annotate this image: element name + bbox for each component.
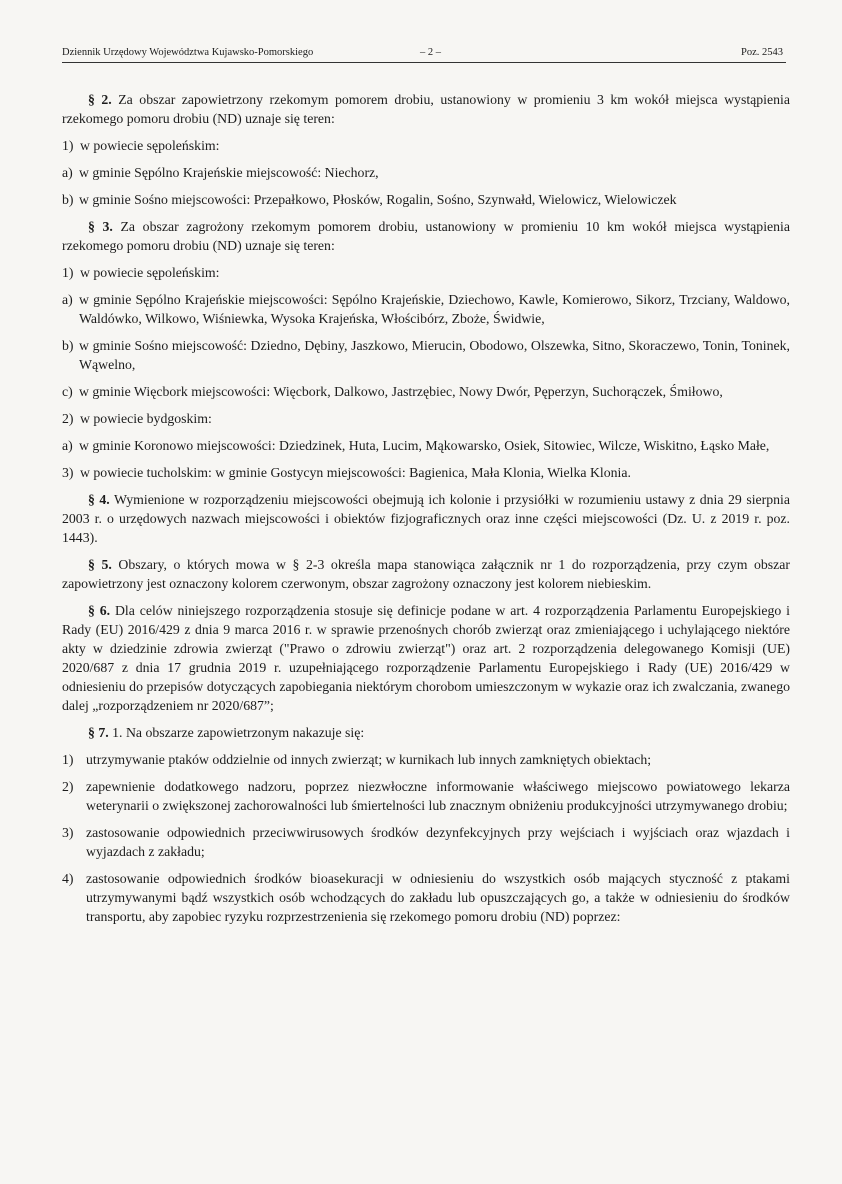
item-text: w powiecie tucholskim: w gminie Gostycyn miejscowości: Bagienica, Mała Klonia, Wielka Klonia. [80,465,631,480]
item-number: 1) [62,752,74,767]
list-item [62,463,790,482]
item-number: 2) [62,779,74,794]
item-text: w gminie Sośno miejscowość: Dziedno, Dębiny, Jaszkowo, Mierucin, Obodowo, Olszewka, Sitno, Skoraczewo, Tonin, Toninek, Wąwelno, [79,338,790,372]
item-number: c) [62,384,73,399]
item-number: 4) [62,871,74,886]
item-text: zastosowanie odpowiednich przeciwwirusowych środków dezynfekcyjnych przy wejściach i wyjściach oraz wjazdach i wyjazdach z zakładu; [86,825,790,859]
journal-title: Dziennik Urzędowy Województwa Kujawsko-Pomorskiego [62,47,314,58]
list-subitem [62,290,790,328]
item-text: utrzymywanie ptaków oddzielnie od innych zwierząt; w kurnikach lub innych zamkniętych obiektach; [86,752,652,767]
page-header [62,44,786,62]
section-6 [62,601,790,715]
section-7 [62,723,790,742]
item-number: 3) [62,465,74,480]
page-number: – 2 – [420,47,441,58]
section-text: Za obszar zapowietrzony rzekomym pomorem drobiu, ustanowiony w promieniu 3 km wokół miejsca wystąpienia rzekomego pomoru drobiu (ND) uznaje się teren: [62,92,790,126]
item-number: 1) [62,265,74,280]
item-text: w gminie Koronowo miejscowości: Dziedzinek, Huta, Lucim, Mąkowarsko, Osiek, Sitowiec, Wilcze, Wiskitno, Łąsko Małe, [79,438,770,453]
item-text: zapewnienie dodatkowego nadzoru, poprzez niezwłoczne informowanie właściwego miejscowo powiatowego lekarza weterynarii o zwiększonej zachorowalności lub śmiertelności lub znacznym obniżeniu produkcyjności utrzymywanego drobiu; [86,779,790,813]
list-item [62,823,790,861]
item-number: 3) [62,825,74,840]
position-number: Poz. 2543 [741,47,783,58]
section-mark: § 3. [88,219,113,234]
list-subitem [62,336,790,374]
list-subitem [62,163,790,182]
list-item [62,777,790,815]
section-text: Wymienione w rozporządzeniu miejscowości obejmują ich kolonie i przysiółki w rozumieniu ustawy z dnia 29 sierpnia 2003 r. o urzędowych nazwach miejscowości i obiektów fizjograficznych oraz inne części miejscowości (Dz. U. z 2019 r. poz. 1443). [62,492,790,545]
section-2 [62,90,790,128]
item-text: w gminie Więcbork miejscowości: Więcbork, Dalkowo, Jastrzębiec, Nowy Dwór, Pęperzyn, Suchorączek, Śmiłowo, [79,384,723,399]
section-text: Dla celów niniejszego rozporządzenia stosuje się definicje podane w art. 4 rozporządzenia Parlamentu Europejskiego i Rady (EU) 2016/429 z dnia 9 marca 2016 r. w sprawie przenośnych chorób zwierząt oraz zmieniającego i uchylającego niektóre akty w dziedzinie zdrowia zwierząt ("Prawo o zdrowiu zwierząt") oraz art. 2 rozporządzenia delegowanego Komisji (UE) 2020/687 z dnia 17 grudnia 2019 r. uzupełniającego rozporządzenie Parlamentu Europejskiego i Rady (UE) 2016/429 w odniesieniu do przepisów dotyczących zapobiegania niektórym chorobom umieszczonym w wykazie oraz ich zwalczania, zwanego dalej „rozporządzeniem nr 2020/687”; [62,603,790,713]
section-3 [62,217,790,255]
item-text: zastosowanie odpowiednich środków bioasekuracji w odniesieniu do wszystkich osób mających styczność z ptakami utrzymywanymi bądź wszystkich osób wchodzących do zakładu lub opuszczających go, a także w odniesieniu do środków transportu, aby zapobiec ryzyku rozprzestrzenienia się rzekomego pomoru drobiu (ND) poprzez: [86,871,790,924]
list-subitem [62,190,790,209]
section-text: Za obszar zagrożony rzekomym pomorem drobiu, ustanowiony w promieniu 10 km wokół miejsca wystąpienia rzekomego pomoru drobiu (ND) uznaje się teren: [62,219,791,253]
item-number: 2) [62,411,74,426]
item-text: w gminie Sośno miejscowości: Przepałkowo, Płosków, Rogalin, Sośno, Szynwałd, Wielowicz, Wielowiczek [79,192,677,207]
list-item [62,750,790,769]
list-item [62,263,790,282]
item-number: b) [62,192,74,207]
item-text: w powiecie bydgoskim: [80,411,212,426]
section-mark: § 7. [88,725,109,740]
section-4 [62,490,790,547]
item-text: w powiecie sępoleńskim: [80,265,220,280]
list-item [62,136,790,155]
section-mark: § 4. [88,492,110,507]
item-number: b) [62,338,74,353]
section-text: Obszary, o których mowa w § 2-3 określa mapa stanowiąca załącznik nr 1 do rozporządzenia, przy czym obszar zapowietrzony jest oznaczony kolorem czerwonym, obszar zagrożony oznaczony jest kolorem niebieskim. [62,557,791,591]
section-5 [62,555,790,593]
section-mark: § 5. [88,557,112,572]
item-number: a) [62,438,73,453]
item-number: a) [62,292,73,307]
header-rule [62,62,786,63]
item-text: w powiecie sępoleńskim: [80,138,220,153]
section-mark: § 6. [88,603,111,618]
item-text: w gminie Sępólno Krajeńskie miejscowości: Sępólno Krajeńskie, Dziechowo, Kawle, Komierowo, Sikorz, Trzciany, Waldowo, Waldówko, Wilkowo, Wiśniewka, Wysoka Krajeńska, Włościbórz, Zboże, Świdwie, [79,292,790,326]
item-number: 1) [62,138,74,153]
document-body [62,90,790,934]
item-text: w gminie Sępólno Krajeńskie miejscowość: Niechorz, [79,165,379,180]
item-number: a) [62,165,73,180]
list-subitem [62,382,790,401]
section-mark: § 2. [88,92,112,107]
list-subitem [62,436,790,455]
list-item [62,409,790,428]
section-text: 1. Na obszarze zapowietrzonym nakazuje się: [112,725,365,740]
list-item [62,869,790,926]
